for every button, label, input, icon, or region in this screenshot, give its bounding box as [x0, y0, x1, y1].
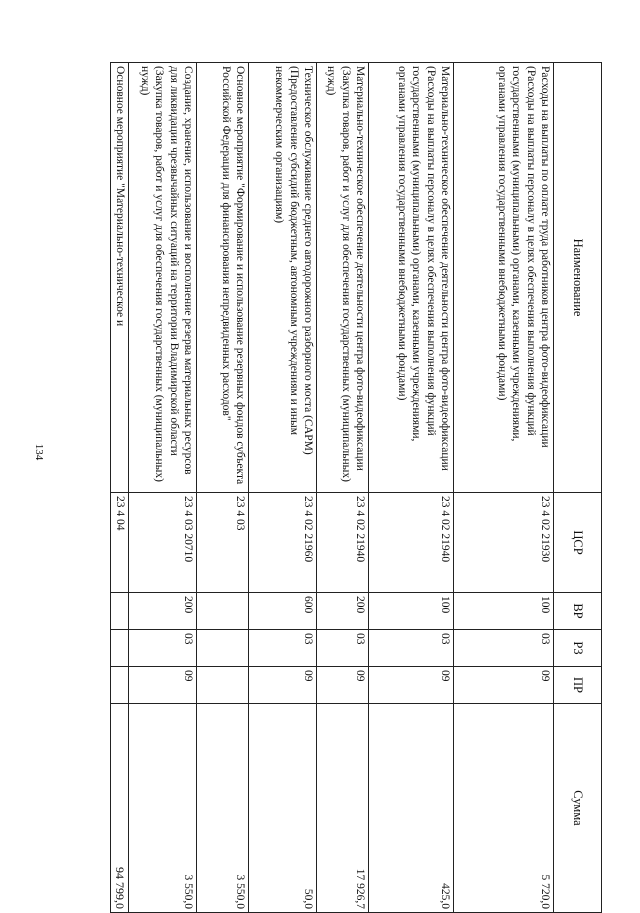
row-csr: 23 4 04	[111, 493, 129, 593]
header-sum: Сумма	[554, 704, 602, 913]
header-pr: ПР	[554, 667, 602, 704]
row-sum: 5 720,0	[454, 704, 554, 913]
row-sum: 17 926,7	[317, 704, 369, 913]
table-row	[369, 63, 454, 913]
row-rz: 03	[454, 630, 554, 667]
header-name: Наименование	[554, 63, 602, 493]
row-rz: 03	[317, 630, 369, 667]
table-frame	[55, 62, 602, 912]
row-pr	[111, 667, 129, 704]
row-name: Материально-техническое обеспечение деятельности центра фото-видеофиксации (Закупка товаров, работ и услуг для обеспечения государственных (муниципальных) нужд)	[317, 63, 369, 493]
row-pr: 09	[129, 667, 197, 704]
table-row	[129, 63, 197, 913]
row-vr: 100	[369, 593, 454, 630]
row-csr: 23 4 03 20710	[129, 493, 197, 593]
table-header-row	[554, 63, 602, 913]
row-name: Материально-техническое обеспечение деятельности центра фото-видеофиксации (Расходы на выплаты персоналу в целях обеспечения выполнения функций государственными (муниципальными) органами, казенными учреждениями, органами управления государственными внебюджетными фондами)	[369, 63, 454, 493]
row-sum: 50,0	[249, 704, 317, 913]
header-vr: ВР	[554, 593, 602, 630]
table-row	[249, 63, 317, 913]
row-csr: 23 4 02 21960	[249, 493, 317, 593]
rotated-table-wrapper	[55, 62, 602, 912]
table-row	[197, 63, 249, 913]
row-name: Основное мероприятие "Формирование и использование резервных фондов субъекта Российской Федерации для финансирования непредвиденных расходов"	[197, 63, 249, 493]
row-rz	[111, 630, 129, 667]
row-name: Создание, хранение, использование и восполнение резерва материальных ресурсов для ликвидации чрезвычайных ситуаций на территории Владимирской области (Закупка товаров, работ и услуг для обеспечения государственных (муниципальных) нужд)	[129, 63, 197, 493]
row-sum: 3 550,0	[197, 704, 249, 913]
header-csr: ЦСР	[554, 493, 602, 593]
table-row	[454, 63, 554, 913]
row-sum: 425,0	[369, 704, 454, 913]
page-number: 134	[33, 443, 45, 461]
row-name: Основное мероприятие "Материально-техническое и	[111, 63, 129, 493]
row-rz: 03	[249, 630, 317, 667]
row-name: Расходы на выплаты по оплате труда работников центра фото-видеофиксации (Расходы на выплаты персоналу в целях обеспечения выполнения функций государственными (муниципальными) органами, казенными учреждениями, органами управления государственными внебюджетными фондами)	[454, 63, 554, 493]
header-rz: РЗ	[554, 630, 602, 667]
table-row	[317, 63, 369, 913]
row-sum: 3 550,0	[129, 704, 197, 913]
row-pr: 09	[369, 667, 454, 704]
row-name: Техническое обслуживание среднего автодорожного разборного моста (САРМ) (Предоставление субсидий бюджетным, автономным учреждениям и иным некоммерческим организациям)	[249, 63, 317, 493]
row-vr	[197, 593, 249, 630]
row-vr	[111, 593, 129, 630]
row-csr: 23 4 02 21940	[369, 493, 454, 593]
budget-table	[110, 62, 602, 913]
row-csr: 23 4 02 21930	[454, 493, 554, 593]
row-pr: 09	[317, 667, 369, 704]
row-csr: 23 4 03	[197, 493, 249, 593]
row-vr: 100	[454, 593, 554, 630]
table-row	[111, 63, 129, 913]
row-vr: 200	[129, 593, 197, 630]
row-pr: 09	[454, 667, 554, 704]
row-csr: 23 4 02 21940	[317, 493, 369, 593]
row-vr: 600	[249, 593, 317, 630]
row-sum: 94 799,0	[111, 704, 129, 913]
row-rz: 03	[129, 630, 197, 667]
row-pr: 09	[249, 667, 317, 704]
row-rz	[197, 630, 249, 667]
row-rz: 03	[369, 630, 454, 667]
row-vr: 200	[317, 593, 369, 630]
row-pr	[197, 667, 249, 704]
